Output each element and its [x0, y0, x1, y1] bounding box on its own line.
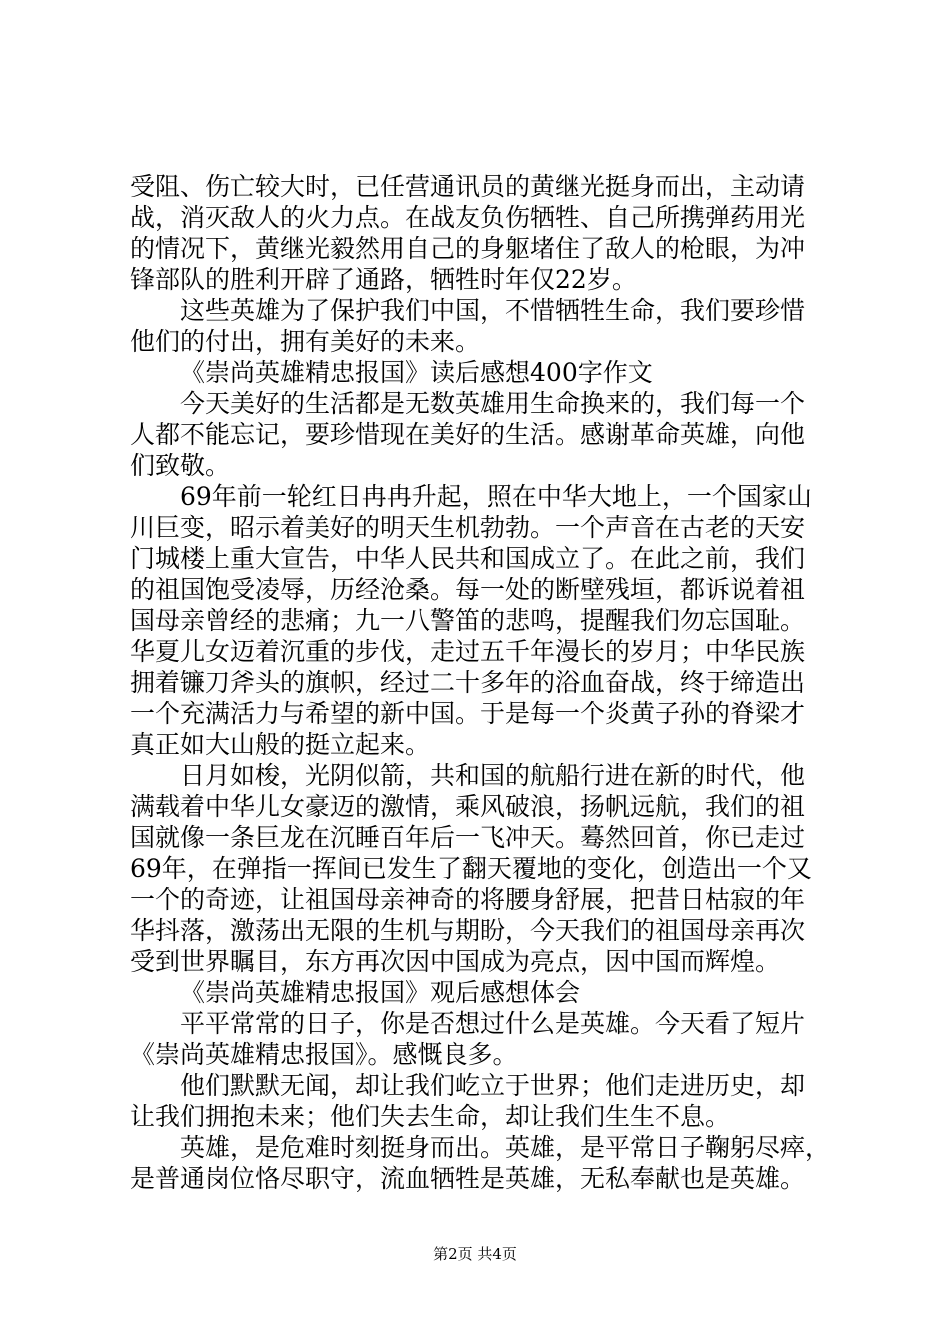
text-line: 国母亲曾经的悲痛；九一八警笛的悲鸣，提醒我们勿忘国耻。	[130, 606, 806, 635]
text-line: 平平常常的日子，你是否想过什么是英雄。今天看了短片	[180, 1009, 806, 1038]
text-line: 满载着中华儿女豪迈的激情，乘风破浪，扬帆远航，我们的祖	[130, 792, 806, 821]
text-line: 这些英雄为了保护我们中国，不惜牺牲生命，我们要珍惜	[180, 296, 806, 325]
text-line: 英雄，是危难时刻挺身而出。英雄，是平常日子鞠躬尽瘁，	[180, 1133, 831, 1162]
paragraph	[130, 481, 830, 760]
text-line: 真正如大山般的挺立起来。	[130, 730, 431, 759]
text-line: 国就像一条巨龙在沉睡百年后一飞冲天。蓦然回首，你已走过	[130, 823, 806, 852]
text-line: 69年前一轮红日冉冉升起，照在中华大地上，一个国家山	[180, 482, 812, 511]
text-line: 他们默默无闻，却让我们屹立于世界；他们走进历史，却	[180, 1071, 806, 1100]
text-line: 让我们拥抱未来；他们失去生命，却让我们生生不息。	[130, 1102, 731, 1131]
text-line: 《崇尚英雄精忠报国》。感慨良多。	[130, 1040, 518, 1069]
text-line: 今天美好的生活都是无数英雄用生命换来的，我们每一个	[180, 389, 806, 418]
text-line: 战，消灭敌人的火力点。在战友负伤牺牲、自己所携弹药用光	[130, 203, 806, 232]
paragraph	[130, 171, 830, 295]
paragraph	[130, 1132, 830, 1194]
paragraph	[130, 295, 830, 357]
text-line: 受到世界瞩目，东方再次因中国成为亮点，因中国而辉煌。	[130, 947, 781, 976]
page-footer: 第2页 共4页	[433, 1245, 517, 1263]
text-line: 一个的奇迹，让祖国母亲神奇的将腰身舒展，把昔日枯寂的年	[130, 885, 806, 914]
paragraph	[130, 388, 830, 481]
text-line: 拥着镰刀斧头的旗帜，经过二十多年的浴血奋战，终于缔造出	[130, 668, 806, 697]
text-line: 69年，在弹指一挥间已发生了翻天覆地的变化，创造出一个又	[130, 854, 812, 883]
text-line: 一个充满活力与希望的新中国。于是每一个炎黄子孙的脊梁才	[130, 699, 806, 728]
text-line: 受阻、伤亡较大时，已任营通讯员的黄继光挺身而出，主动请	[130, 172, 806, 201]
paragraph	[130, 760, 830, 977]
paragraph	[130, 1070, 830, 1132]
paragraph	[130, 977, 830, 1008]
text-line: 日月如梭，光阴似箭，共和国的航船行进在新的时代，他	[180, 761, 806, 790]
text-line: 人都不能忘记，要珍惜现在美好的生活。感谢革命英雄，向他	[130, 420, 806, 449]
text-line: 的情况下，黄继光毅然用自己的身躯堵住了敌人的枪眼，为冲	[130, 234, 806, 263]
text-line: 川巨变，昭示着美好的明天生机勃勃。一个声音在古老的天安	[130, 513, 806, 542]
text-line: 《崇尚英雄精忠报国》观后感想体会	[180, 978, 581, 1007]
text-line: 是普通岗位恪尽职守，流血牺牲是英雄，无私奉献也是英雄。	[130, 1164, 806, 1193]
paragraph	[130, 1008, 830, 1070]
text-line: 《崇尚英雄精忠报国》读后感想400字作文	[180, 358, 653, 387]
text-line: 门城楼上重大宣告，中华人民共和国成立了。在此之前，我们	[130, 544, 806, 573]
text-line: 华抖落，激荡出无限的生机与期盼，今天我们的祖国母亲再次	[130, 916, 806, 945]
text-line: 华夏儿女迈着沉重的步伐，走过五千年漫长的岁月；中华民族	[130, 637, 806, 666]
text-line: 他们的付出，拥有美好的未来。	[130, 327, 481, 356]
text-line: 们致敬。	[130, 451, 231, 480]
text-line: 锋部队的胜利开辟了通路，牺牲时年仅22岁。	[130, 265, 637, 294]
paragraph	[130, 357, 830, 388]
document-body	[130, 171, 830, 1194]
text-line: 的祖国饱受凌辱，历经沧桑。每一处的断壁残垣，都诉说着祖	[130, 575, 806, 604]
